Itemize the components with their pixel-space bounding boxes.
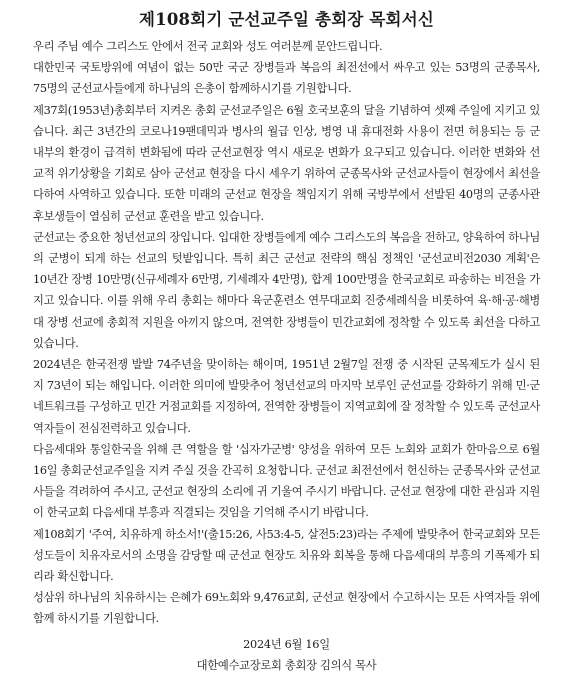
letter-date: 2024년 6월 16일 [243,637,330,651]
paragraph-anniversary: 2024년은 한국전쟁 발발 74주년을 맞이하는 해이며, 1951년 2월7일 전쟁 중 시작된 군목제도가 실시 된지 73년이 되는 해입니다. 이러한 의미에 발맞추어 청년선교의 마지막 보루인 군선교를 강화하기 위해 민·군 네트워크를 구성하고 민간 거점교회를 지정하여, 전역한 장병들이 지역교회에 잘 정착할 수 있도록 군선교사역자들이 전심전력하고 있습니다. [33,358,540,435]
paragraph-closing: 성삼위 하나님의 치유하시는 은혜가 69노회와 9,476교회, 군선교 현장에서 수고하시는 모든 사역자들 위에 함께 하시기를 기원합니다. [33,591,540,626]
paragraph-theme: 제108회기 '주여, 치유하게 하소서!'(출15:26, 사53:4-5, 살전5:23)라는 주제에 발맞추어 한국교회와 모든 성도들이 치유자로서의 소명을 감당할 때 군선교 현장도 치유와 회복을 통해 다음세대의 부흥의 기폭제가 되리라 확신합니다. [33,527,540,584]
letter-title: 제108회기 군선교주일 총회장 목회서신 [139,10,434,29]
paragraph-greeting: 우리 주님 예수 그리스도 안에서 전국 교회와 성도 여러분께 문안드립니다. [33,40,383,53]
paragraph-blessing: 대한민국 국토방위에 여념이 없는 50만 국군 장병들과 복음의 최전선에서 싸우고 있는 53명의 군종목사, 75명의 군선교사들에게 하나님의 은총이 함께하시기를 기원합니다. [33,61,540,96]
paragraph-history: 제37회(1953년)총회부터 지켜온 총회 군선교주일은 6월 호국보훈의 달을 기념하여 셋째 주일에 지키고 있습니다. 최근 3년간의 코로나19팬데믹과 병사의 월급 인상, 병영 내 휴대전화 사용이 전면 허용되는 등 군 내부의 환경이 급격히 변화됨에 따라 군선교현장 역시 새로운 변화가 요구되고 있습니다. 이러한 변화와 선교적 위기상황을 기회로 삼아 군선교 현장을 다시 세우기 위하여 군종목사와 군선교사들이 현장에서 최선을 다하여 사역하고 있습니다. 또한 미래의 군선교 현장을 책임지기 위해 국방부에서 선발된 40명의 군종사관후보생들이 열심히 군선교 훈련을 받고 있습니다. [33,103,540,223]
paragraph-mission: 군선교는 중요한 청년선교의 장입니다. 입대한 장병들에게 예수 그리스도의 복음을 전하고, 양육하여 하나님의 군병이 되게 하는 선교의 텃밭입니다. 특히 최근 군선교 전략의 핵심 정책인 '군선교비전2030 계획'은 10년간 장병 10만명(신규세례자 6만명, 기세례자 4만명), 합계 100만명을 한국교회로 파송하는 비전을 가지고 있습니다. 이를 위해 우리 총회는 해마다 육군훈련소 연무대교회 진중세례식을 비롯하여 육·해·공·해병대 장병 선교에 총회적 지원을 아끼지 않으며, 전역한 장병들이 민간교회에 정착할 수 있도록 최선을 다하고 있습니다. [33,230,540,350]
paragraph-request: 다음세대와 통일한국을 위해 큰 역할을 할 '십자가군병' 양성을 위하여 모든 노회와 교회가 한마음으로 6월 16일 총회군선교주일을 지켜 주실 것을 간곡히 요청합니다. 군선교 최전선에서 헌신하는 군종목사와 군선교사들을 격려하여 주시고, 군선교 현장의 소리에 귀 기울여 주시기 바랍니다. 군선교 현장에 대한 관심과 지원이 한국교회 다음세대 부흥과 직결되는 것임을 기억해 주시기 바랍니다. [33,442,540,520]
letter-signer: 대한예수교장로회 총회장 김의식 목사 [196,658,377,672]
